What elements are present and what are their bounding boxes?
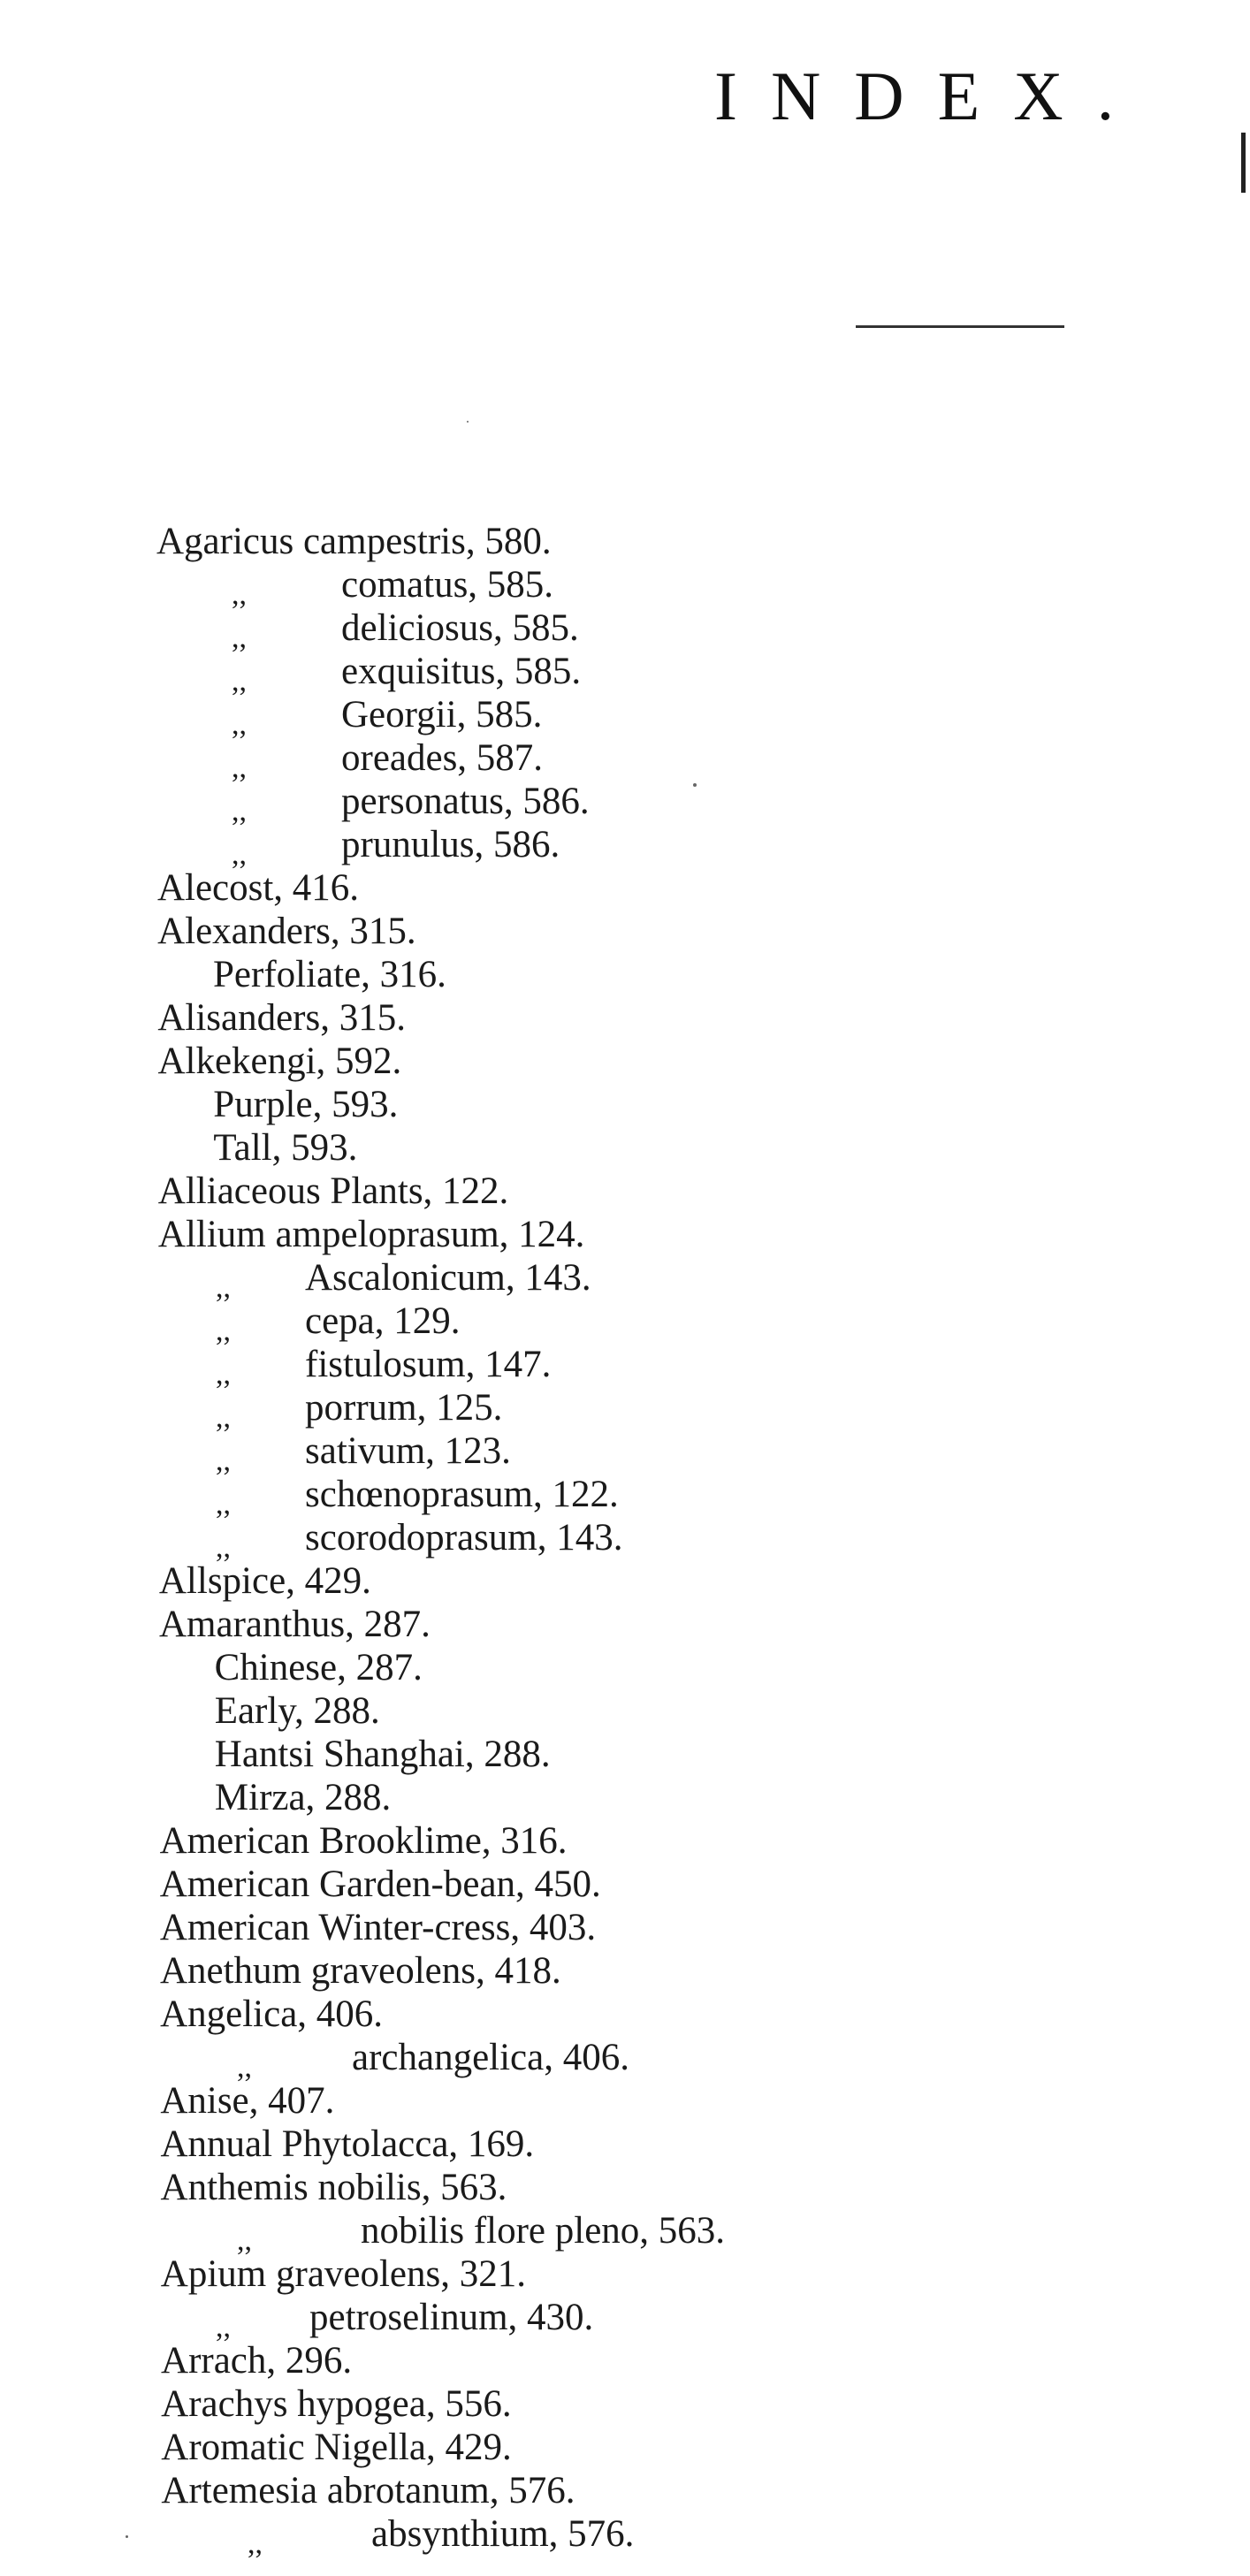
index-entry — [161, 2382, 511, 2426]
index-ditto-entry-text: cepa, 129. — [305, 1300, 461, 1342]
ditto-mark: ,, — [232, 665, 247, 697]
index-ditto-entry-text: exquisitus, 585. — [341, 651, 582, 692]
index-ditto-entry — [232, 563, 1027, 611]
index-ditto-entry — [216, 1429, 1011, 1477]
index-entry-text: Artemesia abrotanum, 576. — [161, 2470, 575, 2511]
index-ditto-entry — [232, 823, 1027, 871]
ditto-mark: ,, — [216, 1358, 231, 1391]
page-edge-mark — [1241, 133, 1246, 193]
index-ditto-entry-text: scorodoprasum, 143. — [305, 1517, 623, 1559]
page-title: INDEX. — [714, 57, 1148, 134]
index-entry-text: American Garden-bean, 450. — [159, 1863, 601, 1905]
index-entry — [160, 2079, 334, 2123]
index-entry — [159, 1559, 371, 1603]
index-entry-text: Arachys hypogea, 556. — [161, 2383, 512, 2425]
index-entry — [160, 1863, 601, 1906]
index-entry — [160, 2123, 534, 2166]
ditto-mark: ,, — [232, 578, 247, 611]
index-entry-text: Allspice, 429. — [158, 1560, 371, 1602]
index-entry-text: Alkekengi, 592. — [157, 1040, 402, 1082]
index-ditto-entry — [216, 1386, 1011, 1434]
index-entry-text: Aromatic Nigella, 429. — [161, 2427, 512, 2468]
index-ditto-entry — [237, 2209, 1033, 2257]
index-ditto-entry-text: Ascalonicum, 143. — [305, 1257, 591, 1299]
index-ditto-entry — [248, 2512, 1043, 2560]
index-ditto-entry — [232, 736, 1027, 784]
index-subentry — [215, 1776, 391, 1819]
ditto-mark: ,, — [216, 1488, 231, 1520]
index-subentry-text: Perfoliate, 316. — [213, 954, 446, 995]
index-entry-text: Arrach, 296. — [161, 2340, 353, 2382]
ditto-mark: ,, — [237, 2224, 252, 2257]
index-ditto-entry — [216, 2296, 1011, 2344]
index-ditto-entry — [216, 1343, 1011, 1391]
index-ditto-entry-text: porrum, 125. — [305, 1387, 503, 1429]
index-entry-text: Alisanders, 315. — [157, 997, 406, 1039]
ditto-mark: ,, — [232, 795, 247, 827]
index-entry — [161, 2252, 526, 2296]
ditto-mark: ,, — [216, 1315, 231, 1347]
index-ditto-entry-text: fistulosum, 147. — [305, 1344, 552, 1385]
index-ditto-entry — [232, 650, 1027, 697]
index-entry-text: Anise, 407. — [160, 2080, 335, 2122]
index-ditto-entry — [232, 606, 1027, 654]
index-subentry-text: Chinese, 287. — [214, 1647, 423, 1688]
index-subentry-text: Purple, 593. — [213, 1084, 399, 1125]
ditto-mark: ,, — [232, 838, 247, 871]
ditto-mark: ,, — [232, 751, 247, 784]
index-entry-text: Allium ampeloprasum, 124. — [157, 1214, 585, 1255]
index-subentry — [215, 1646, 423, 1689]
index-ditto-entry-text: petroselinum, 430. — [309, 2297, 594, 2338]
index-ditto-entry-text: sativum, 123. — [305, 1430, 511, 1472]
index-subentry — [213, 1126, 357, 1170]
index-entry-text: Anethum graveolens, 418. — [159, 1950, 561, 1992]
ditto-mark: ,, — [237, 2051, 252, 2084]
index-subentry-text: Early, 288. — [214, 1690, 380, 1732]
index-entry-text: Alecost, 416. — [156, 867, 360, 909]
index-entry — [158, 1213, 585, 1256]
index-entry — [161, 2426, 511, 2469]
index-entry-text: Anthemis nobilis, 563. — [160, 2167, 507, 2208]
index-entry — [157, 1040, 401, 1083]
index-entry — [157, 866, 359, 910]
index-entry-text: Amaranthus, 287. — [159, 1604, 431, 1645]
index-subentry-text: Hantsi Shanghai, 288. — [214, 1734, 551, 1775]
index-ditto-entry-text: prunulus, 586. — [341, 824, 560, 865]
ditto-mark: ,, — [216, 2311, 231, 2344]
index-ditto-entry-text: oreades, 587. — [341, 737, 544, 779]
index-entry-text: Angelica, 406. — [160, 1993, 384, 2035]
index-ditto-entry-text: nobilis flore pleno, 563. — [361, 2210, 726, 2252]
index-entry — [156, 520, 552, 563]
index-ditto-entry — [216, 1516, 1011, 1564]
index-entry-text: Apium graveolens, 321. — [160, 2253, 526, 2295]
index-entry-text: Alexanders, 315. — [157, 911, 416, 952]
index-ditto-entry-text: archangelica, 406. — [352, 2037, 629, 2078]
ditto-mark: ,, — [216, 1444, 231, 1477]
index-subentry-text: Tall, 593. — [213, 1127, 358, 1169]
index-ditto-entry — [216, 1299, 1011, 1347]
index-ditto-entry-text: schœnoprasum, 122. — [305, 1474, 619, 1515]
index-subentry — [215, 1733, 551, 1776]
index-entry-text: Alliaceous Plants, 122. — [157, 1170, 509, 1212]
index-entry-text: Annual Phytolacca, 169. — [160, 2123, 535, 2165]
index-entry — [160, 1819, 568, 1863]
index-entry — [157, 910, 416, 953]
index-entry — [157, 996, 406, 1040]
print-speck — [126, 2535, 128, 2538]
index-ditto-entry-text: absynthium, 576. — [371, 2513, 635, 2555]
index-entry — [159, 1603, 431, 1646]
index-entry-text: American Brooklime, 316. — [159, 1820, 568, 1862]
index-entry — [160, 1949, 561, 1993]
index-ditto-entry-text: deliciosus, 585. — [341, 607, 579, 649]
index-ditto-entry — [237, 2036, 1033, 2084]
index-entry — [160, 1906, 596, 1949]
index-subentry — [215, 1689, 380, 1733]
index-entry — [160, 1993, 383, 2036]
index-entry-text: Agaricus campestris, 580. — [156, 521, 552, 562]
index-subentry — [213, 1083, 398, 1126]
index-entry — [158, 1170, 509, 1213]
index-entry — [161, 2469, 575, 2512]
index-ditto-entry — [216, 1256, 1011, 1304]
index-ditto-entry — [232, 693, 1027, 741]
index-subentry — [213, 953, 446, 996]
index-ditto-entry-text: personatus, 586. — [341, 781, 590, 822]
ditto-mark: ,, — [248, 2527, 263, 2560]
ditto-mark: ,, — [216, 1401, 231, 1434]
ditto-mark: ,, — [232, 621, 247, 654]
ditto-mark: ,, — [216, 1531, 231, 1564]
index-ditto-entry — [232, 780, 1027, 827]
index-ditto-entry-text: comatus, 585. — [341, 564, 554, 606]
ditto-mark: ,, — [216, 1271, 231, 1304]
index-ditto-entry-text: Georgii, 585. — [341, 694, 543, 735]
index-subentry-text: Mirza, 288. — [214, 1777, 392, 1818]
index-entry — [161, 2339, 352, 2382]
print-speck — [467, 421, 469, 423]
index-entry — [161, 2166, 507, 2209]
ditto-mark: ,, — [232, 708, 247, 741]
title-rule — [856, 325, 1064, 328]
index-entry-text: American Winter-cress, 403. — [159, 1907, 597, 1948]
index-ditto-entry — [216, 1473, 1011, 1520]
